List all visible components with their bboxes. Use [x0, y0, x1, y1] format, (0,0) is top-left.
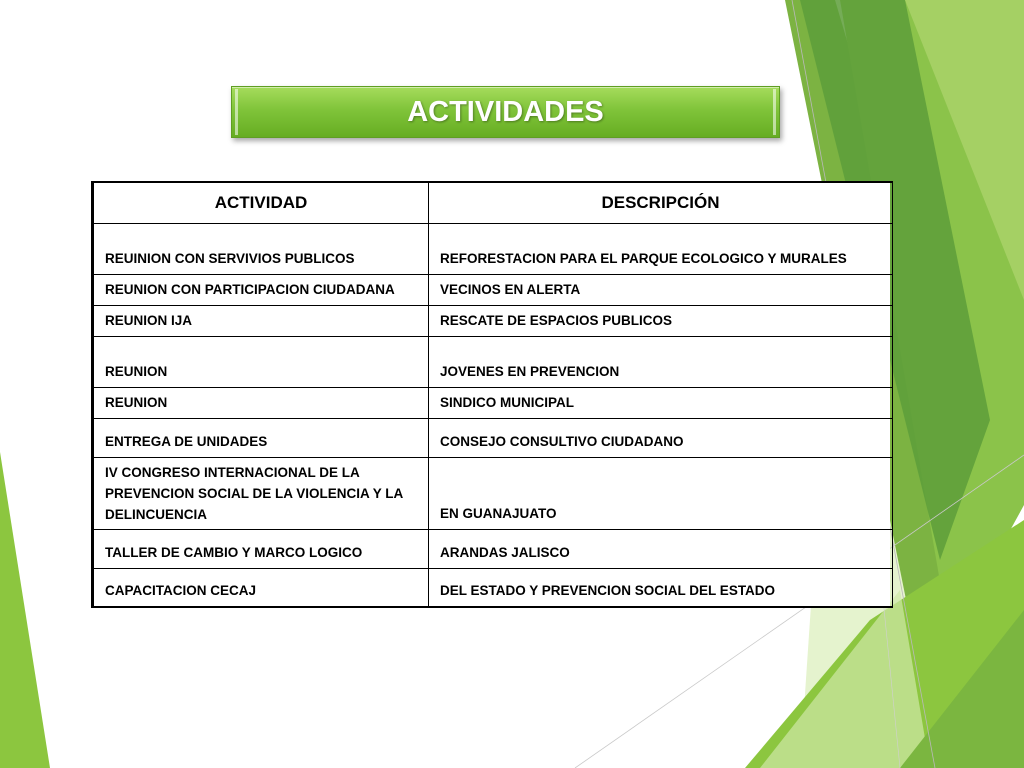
cell-actividad: REUNION IJA	[93, 306, 429, 337]
cell-actividad: TALLER DE CAMBIO Y MARCO LOGICO	[93, 530, 429, 569]
cell-descripcion: CONSEJO CONSULTIVO CIUDADANO	[429, 419, 893, 458]
cell-actividad: REUNION CON PARTICIPACION CIUDADANA	[93, 275, 429, 306]
left-green-stripe	[0, 452, 50, 768]
cell-actividad: REUINION CON SERVIVIOS PUBLICOS	[93, 224, 429, 275]
activities-table-container	[91, 181, 890, 608]
cell-actividad: CAPACITACION CECAJ	[93, 569, 429, 607]
table-header-row	[93, 182, 893, 224]
cell-actividad: REUNION	[93, 388, 429, 419]
table-row	[93, 388, 893, 419]
header-descripcion: DESCRIPCIÓN	[429, 182, 893, 224]
cell-actividad: ENTREGA DE UNIDADES	[93, 419, 429, 458]
table-row	[93, 569, 893, 607]
cell-descripcion: ARANDAS JALISCO	[429, 530, 893, 569]
header-actividad: ACTIVIDAD	[93, 182, 429, 224]
table-row	[93, 419, 893, 458]
cell-descripcion: DEL ESTADO Y PREVENCION SOCIAL DEL ESTADO	[429, 569, 893, 607]
table-row	[93, 275, 893, 306]
cell-descripcion: EN GUANAJUATO	[429, 458, 893, 530]
cell-descripcion: RESCATE DE ESPACIOS PUBLICOS	[429, 306, 893, 337]
cell-descripcion: JOVENES EN PREVENCION	[429, 337, 893, 388]
cell-descripcion: VECINOS EN ALERTA	[429, 275, 893, 306]
table-row	[93, 530, 893, 569]
table-row	[93, 337, 893, 388]
table-row	[93, 458, 893, 530]
title-banner	[231, 86, 780, 138]
cell-descripcion: REFORESTACION PARA EL PARQUE ECOLOGICO Y MURALES	[429, 224, 893, 275]
activities-table	[91, 181, 893, 608]
page-title: ACTIVIDADES	[407, 95, 604, 128]
table-row	[93, 306, 893, 337]
table-row	[93, 224, 893, 275]
cell-actividad: IV CONGRESO INTERNACIONAL DE LA PREVENCION SOCIAL DE LA VIOLENCIA Y LA DELINCUENCIA	[93, 458, 429, 530]
cell-actividad: REUNION	[93, 337, 429, 388]
cell-descripcion: SINDICO MUNICIPAL	[429, 388, 893, 419]
